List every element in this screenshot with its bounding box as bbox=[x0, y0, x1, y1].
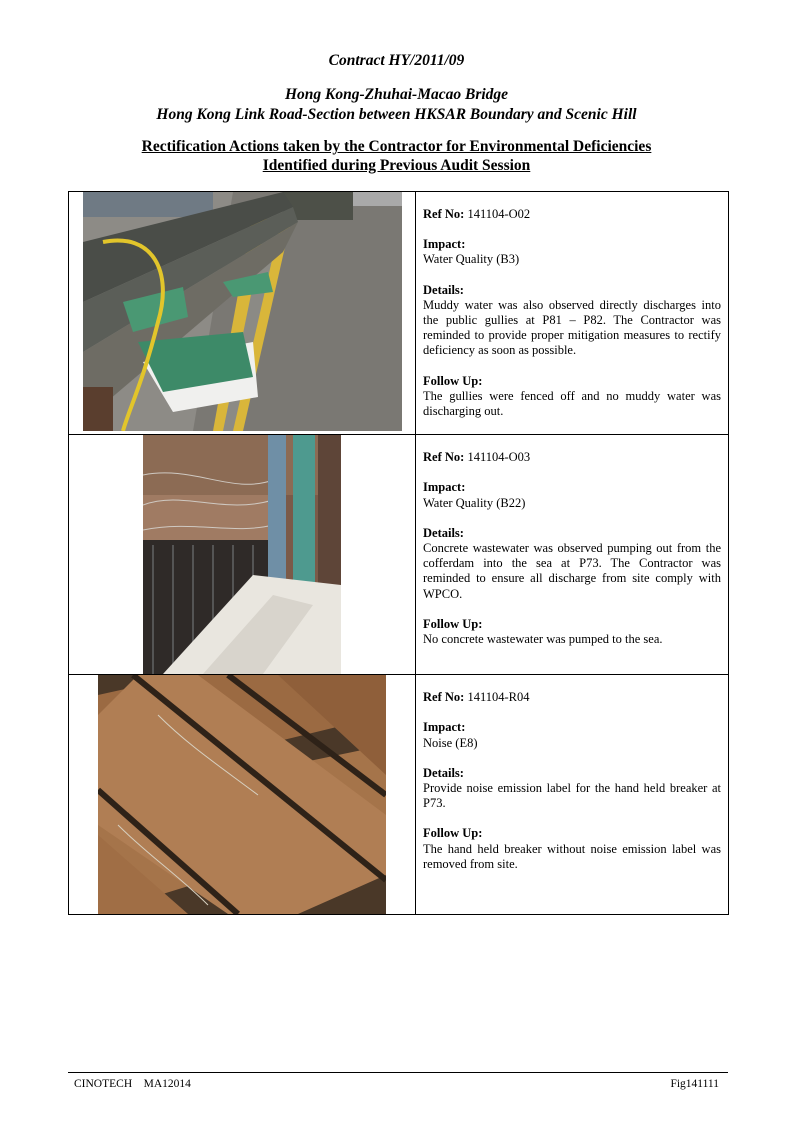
ref-label: Ref No: bbox=[423, 450, 465, 465]
details-label: Details: bbox=[423, 525, 464, 540]
follow-up-value: The gullies were fenced off and no muddy water was discharging out. bbox=[423, 388, 721, 419]
impact-block bbox=[423, 720, 721, 750]
project-title bbox=[0, 85, 793, 125]
follow-up-block bbox=[423, 826, 721, 872]
follow-up-label: Follow Up: bbox=[423, 373, 483, 388]
follow-up-label: Follow Up: bbox=[423, 616, 483, 631]
table-row bbox=[69, 192, 729, 435]
details-label: Details: bbox=[423, 282, 464, 297]
project-title-line-1: Hong Kong-Zhuhai-Macao Bridge bbox=[284, 86, 509, 103]
follow-up-block bbox=[423, 617, 721, 647]
details-value: Muddy water was also observed directly discharges into the public gullies at P81 – P82. The Contractor was reminded to provide proper mitigation measures to rectify deficiency as soon as possible. bbox=[423, 297, 721, 358]
site-photo-steel-beams bbox=[98, 675, 386, 914]
section-title-line-1: Rectification Actions taken by the Contractor for Environmental Deficiencies bbox=[141, 138, 652, 155]
section-title-line-2: Identified during Previous Audit Session bbox=[262, 157, 531, 174]
contract-title: Contract HY/2011/09 bbox=[328, 52, 465, 69]
photo-cell bbox=[69, 435, 416, 675]
table-row bbox=[69, 675, 729, 915]
details-block bbox=[423, 283, 721, 359]
site-photo-gullies bbox=[83, 192, 402, 431]
ref-value: 141104-O03 bbox=[467, 450, 531, 465]
impact-label: Impact: bbox=[423, 720, 466, 735]
impact-value: Water Quality (B22) bbox=[423, 495, 526, 510]
details-block bbox=[423, 526, 721, 602]
footer-company: CINOTECH MA12014 bbox=[74, 1078, 191, 1090]
details-block bbox=[423, 766, 721, 812]
ref-label: Ref No: bbox=[423, 207, 465, 221]
photo-cell bbox=[69, 675, 416, 915]
section-title bbox=[0, 137, 793, 175]
footer-divider bbox=[68, 1072, 728, 1073]
record-cell bbox=[416, 192, 729, 435]
impact-block bbox=[423, 237, 721, 267]
impact-label: Impact: bbox=[423, 237, 466, 252]
ref-value: 141104-O02 bbox=[467, 207, 531, 221]
follow-up-block bbox=[423, 374, 721, 420]
follow-up-value: The hand held breaker without noise emission label was removed from site. bbox=[423, 841, 721, 871]
project-title-line-2: Hong Kong Link Road-Section between HKSAR Boundary and Scenic Hill bbox=[156, 106, 637, 123]
ref-value: 141104-R04 bbox=[467, 690, 530, 705]
ref-line bbox=[423, 450, 721, 465]
follow-up-label: Follow Up: bbox=[423, 826, 483, 841]
audit-table bbox=[68, 191, 729, 915]
site-photo-cofferdam bbox=[143, 435, 341, 674]
record-cell bbox=[416, 435, 729, 675]
follow-up-value: No concrete wastewater was pumped to the sea. bbox=[423, 632, 663, 647]
table-row bbox=[69, 435, 729, 675]
details-label: Details: bbox=[423, 765, 464, 780]
details-value: Concrete wastewater was observed pumping out from the cofferdam into the sea at P73. The Contractor was reminded to ensure all discharge from site comply with WPCO. bbox=[423, 541, 721, 601]
footer-figure-number: Fig141111 bbox=[670, 1078, 719, 1090]
impact-label: Impact: bbox=[423, 480, 466, 495]
impact-value: Noise (E8) bbox=[423, 735, 478, 750]
ref-line bbox=[423, 207, 721, 222]
ref-line bbox=[423, 690, 721, 705]
photo-cell bbox=[69, 192, 416, 435]
record-cell bbox=[416, 675, 729, 915]
impact-block bbox=[423, 480, 721, 510]
impact-value: Water Quality (B3) bbox=[423, 252, 520, 267]
ref-label: Ref No: bbox=[423, 690, 465, 705]
details-value: Provide noise emission label for the hand held breaker at P73. bbox=[423, 781, 721, 811]
